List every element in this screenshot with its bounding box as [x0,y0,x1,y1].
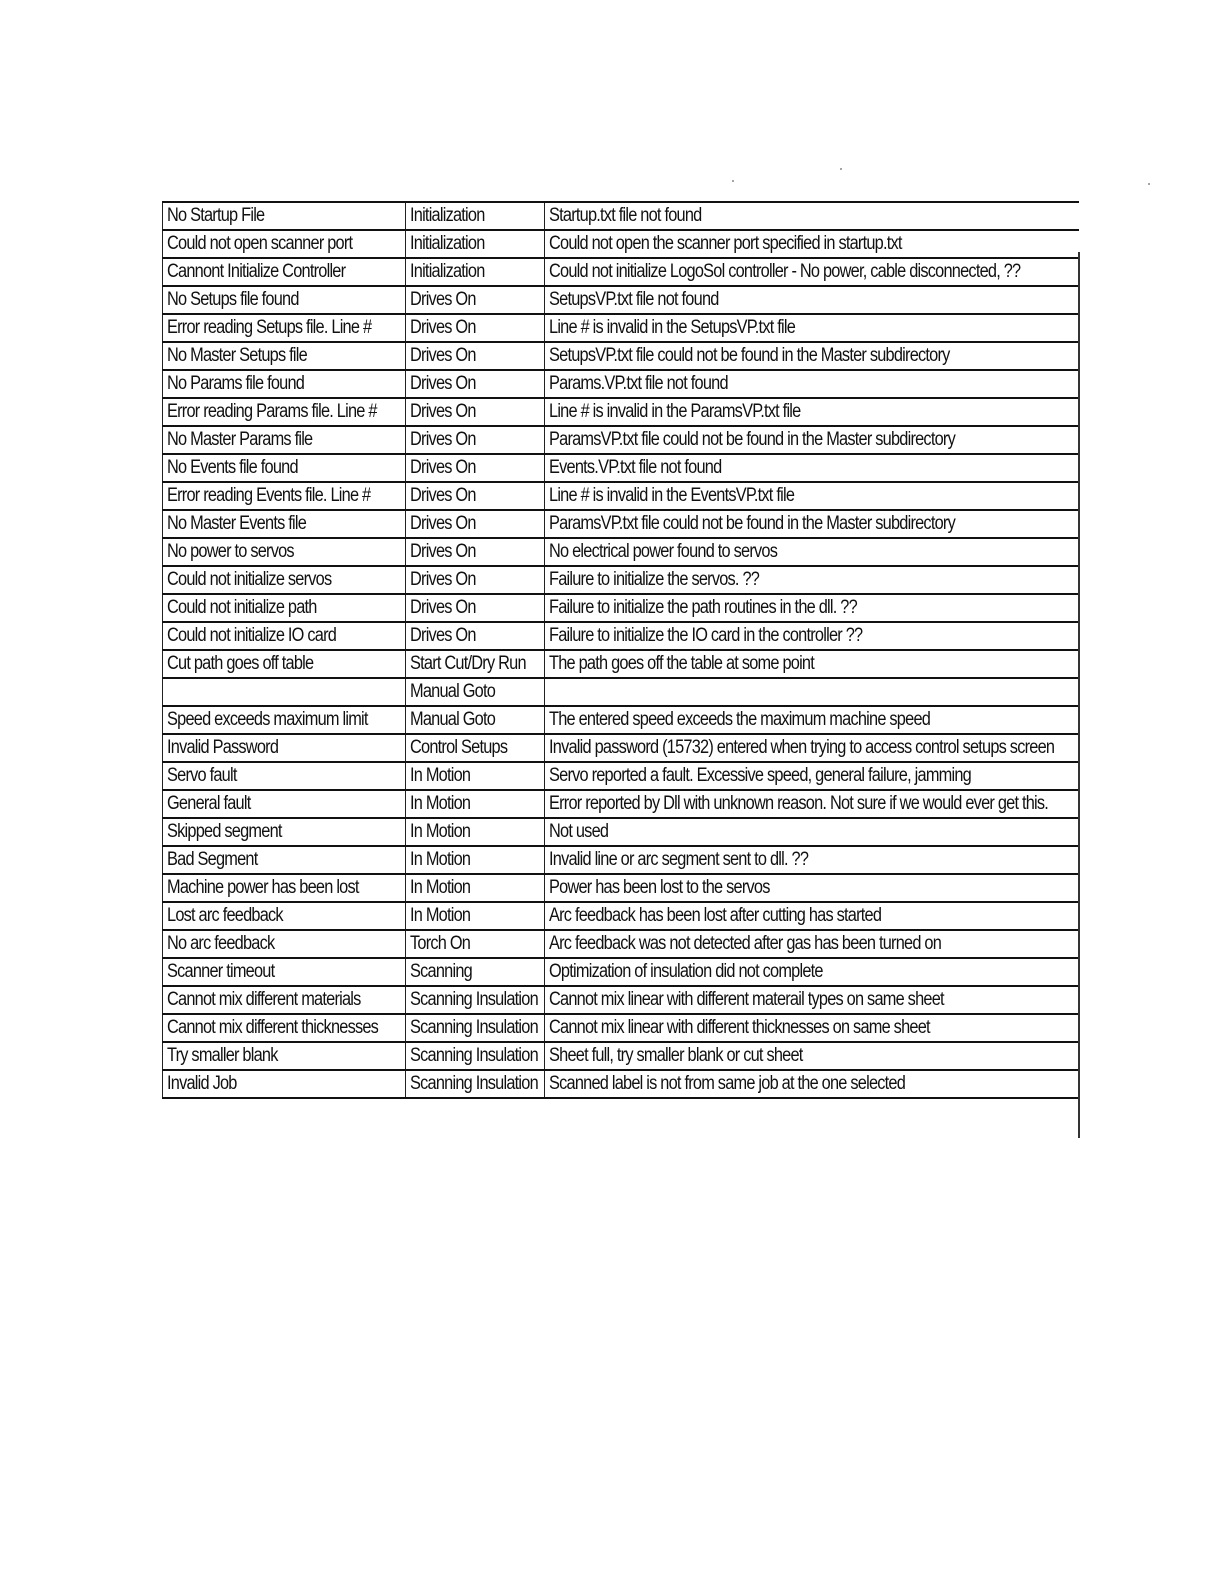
error-context-cell-text: Drives On [410,317,476,338]
table-row [163,874,1079,902]
error-description-cell [545,538,1079,566]
error-name-cell [163,846,406,874]
error-description-cell [545,370,1079,398]
error-name-cell-text: No arc feedback [167,933,275,954]
error-context-cell-text: Drives On [410,485,476,506]
table-row [163,706,1079,734]
table-row [163,454,1079,482]
error-name-cell [163,398,406,426]
error-name-cell [163,958,406,986]
table-row [163,342,1079,370]
error-name-cell [163,342,406,370]
table-row [163,734,1079,762]
error-description-cell-text: Arc feedback has been lost after cutting has started [549,905,882,926]
error-context-cell [406,594,545,622]
error-name-cell [163,510,406,538]
error-name-cell-text: Cut path goes off table [167,653,314,674]
error-description-cell-text: ParamsVP.txt file could not be found in the Master subdirectory [549,429,955,450]
error-name-cell-text: Invalid Password [167,737,279,758]
table-row [163,930,1079,958]
error-name-cell [163,622,406,650]
error-context-cell-text: Drives On [410,541,476,562]
error-name-cell [163,566,406,594]
error-context-cell [406,314,545,342]
error-context-cell [406,426,545,454]
error-description-cell [545,734,1079,762]
table-row [163,258,1079,286]
error-description-cell [545,986,1079,1014]
error-description-cell-text: SetupsVP.txt file could not be found in the Master subdirectory [549,345,950,366]
scan-speck [1148,183,1150,185]
error-description-cell-text: Events.VP.txt file not found [549,457,722,478]
error-context-cell-text: Drives On [410,513,476,534]
error-name-cell [163,1070,406,1098]
error-description-cell [545,650,1079,678]
error-name-cell-text: Error reading Events file. Line # [167,485,371,506]
error-context-cell [406,202,545,230]
error-context-cell-text: Drives On [410,373,476,394]
error-name-cell [163,230,406,258]
error-context-cell-text: Drives On [410,457,476,478]
error-context-cell-text: Drives On [410,289,476,310]
error-context-cell [406,482,545,510]
error-name-cell-text: Cannot mix different thicknesses [167,1017,379,1038]
error-context-cell-text: Drives On [410,569,476,590]
error-name-cell-text: Could not initialize path [167,597,317,618]
error-description-cell [545,958,1079,986]
error-context-cell [406,622,545,650]
error-description-cell-text: Failure to initialize the servos. ?? [549,569,760,590]
error-name-cell [163,790,406,818]
error-description-cell [545,902,1079,930]
error-name-cell-text: General fault [167,793,251,814]
error-context-cell [406,790,545,818]
error-description-cell [545,314,1079,342]
error-name-cell-text: Error reading Setups file. Line # [167,317,372,338]
error-description-cell-text: Line # is invalid in the EventsVP.txt file [549,485,795,506]
error-context-cell [406,398,545,426]
error-description-cell [545,258,1079,286]
error-name-cell-text: Try smaller blank [167,1045,278,1066]
error-description-cell-text: Line # is invalid in the SetupsVP.txt file [549,317,796,338]
table-row [163,846,1079,874]
error-description-cell-text: Sheet full, try smaller blank or cut sheet [549,1045,803,1066]
error-context-cell [406,846,545,874]
error-name-cell-text: Could not initialize IO card [167,625,337,646]
error-name-cell [163,454,406,482]
error-name-cell [163,762,406,790]
scan-speck [732,180,734,182]
table-row [163,958,1079,986]
error-description-cell [545,342,1079,370]
error-name-cell-text: Servo fault [167,765,237,786]
error-context-cell [406,650,545,678]
error-description-cell [545,1014,1079,1042]
error-context-cell-text: Control Setups [410,737,508,758]
table-row [163,510,1079,538]
error-description-cell-text: SetupsVP.txt file not found [549,289,719,310]
table-row [163,818,1079,846]
table-row [163,202,1079,230]
error-context-cell-text: Scanning [410,961,472,982]
error-context-cell-text: Drives On [410,597,476,618]
error-description-cell [545,846,1079,874]
error-name-cell-text: Cannot mix different materials [167,989,361,1010]
error-name-cell-text: No Setups file found [167,289,299,310]
error-context-cell-text: In Motion [410,877,471,898]
error-context-cell [406,930,545,958]
error-context-cell-text: Drives On [410,625,476,646]
error-name-cell-text: No Master Events file [167,513,307,534]
error-context-cell [406,1042,545,1070]
error-description-cell-text: Not used [549,821,609,842]
error-description-cell-text: Failure to initialize the IO card in the controller ?? [549,625,863,646]
error-table-body [163,202,1079,1098]
error-description-cell [545,1042,1079,1070]
error-name-cell [163,426,406,454]
error-description-cell-text: The path goes off the table at some point [549,653,815,674]
table-row [163,594,1079,622]
error-description-cell-text: Servo reported a fault. Excessive speed, general failure, jamming [549,765,971,786]
error-context-cell [406,958,545,986]
error-context-cell [406,342,545,370]
error-description-cell [545,286,1079,314]
error-description-cell-text: Invalid password (15732) entered when trying to access control setups screen [549,737,1055,758]
error-context-cell [406,510,545,538]
error-name-cell-text: No power to servos [167,541,294,562]
error-name-cell-text: No Events file found [167,457,298,478]
error-context-cell [406,986,545,1014]
table-row [163,1014,1079,1042]
error-name-cell [163,594,406,622]
error-context-cell-text: In Motion [410,821,471,842]
error-context-cell-text: Initialization [410,205,485,226]
error-context-cell [406,370,545,398]
error-description-cell [545,1070,1079,1098]
error-context-cell-text: Scanning Insulation [410,989,538,1010]
error-context-cell [406,538,545,566]
error-context-cell-text: In Motion [410,905,471,926]
error-name-cell [163,1014,406,1042]
table-row [163,678,1079,706]
error-name-cell [163,370,406,398]
error-context-cell-text: Manual Goto [410,709,496,730]
table-row [163,902,1079,930]
error-description-cell-text: Power has been lost to the servos [549,877,770,898]
table-row [163,1042,1079,1070]
error-context-cell [406,762,545,790]
error-description-cell [545,874,1079,902]
error-name-cell-text: Bad Segment [167,849,258,870]
error-name-cell [163,202,406,230]
error-description-cell [545,482,1079,510]
error-description-cell [545,930,1079,958]
error-context-cell [406,874,545,902]
table-row [163,986,1079,1014]
error-name-cell-text: Error reading Params file. Line # [167,401,377,422]
error-description-cell-text: Arc feedback was not detected after gas has been turned on [549,933,942,954]
error-description-cell [545,818,1079,846]
error-description-cell [545,566,1079,594]
error-description-cell [545,706,1079,734]
error-name-cell-text: No Master Setups file [167,345,307,366]
error-name-cell-text: Could not open scanner port [167,233,353,254]
error-description-cell-text: Scanned label is not from same job at the one selected [549,1073,906,1094]
error-description-cell-text: Could not open the scanner port specified in startup.txt [549,233,902,254]
table-row [163,538,1079,566]
error-description-cell-text: Line # is invalid in the ParamsVP.txt file [549,401,801,422]
error-context-cell-text: Scanning Insulation [410,1073,538,1094]
error-description-cell [545,202,1079,230]
error-description-cell [545,594,1079,622]
error-name-cell [163,678,406,706]
table-row [163,314,1079,342]
error-description-cell [545,622,1079,650]
error-context-cell-text: In Motion [410,765,471,786]
error-name-cell [163,874,406,902]
error-name-cell-text: Lost arc feedback [167,905,283,926]
error-description-cell-text: Invalid line or arc segment sent to dll. ?? [549,849,809,870]
table-row [163,762,1079,790]
table-row [163,622,1079,650]
error-name-cell [163,1042,406,1070]
error-message-table [162,201,1079,1099]
error-name-cell [163,930,406,958]
error-name-cell [163,650,406,678]
error-name-cell-text: No Params file found [167,373,305,394]
error-context-cell-text: Drives On [410,401,476,422]
error-context-cell-text: Initialization [410,261,485,282]
error-context-cell [406,818,545,846]
error-context-cell-text: Start Cut/Dry Run [410,653,526,674]
error-description-cell [545,510,1079,538]
error-name-cell-text: No Master Params file [167,429,313,450]
error-context-cell [406,734,545,762]
error-context-cell [406,678,545,706]
error-description-cell-text: Params.VP.txt file not found [549,373,728,394]
error-name-cell [163,286,406,314]
error-name-cell-text: No Startup File [167,205,265,226]
error-description-cell-text: Could not initialize LogoSol controller - No power, cable disconnected, ?? [549,261,1021,282]
error-name-cell [163,986,406,1014]
error-description-cell-text: Startup.txt file not found [549,205,702,226]
table-row [163,370,1079,398]
error-description-cell [545,790,1079,818]
error-name-cell-text: Machine power has been lost [167,877,359,898]
error-name-cell [163,734,406,762]
table-row [163,398,1079,426]
table-row [163,286,1079,314]
scan-speck [840,168,842,170]
error-description-cell [545,762,1079,790]
error-context-cell [406,230,545,258]
error-context-cell [406,454,545,482]
error-context-cell-text: Initialization [410,233,485,254]
error-context-cell-text: Scanning Insulation [410,1017,538,1038]
error-name-cell-text: Skipped segment [167,821,282,842]
error-context-cell [406,902,545,930]
table-right-border [1078,252,1080,1138]
error-name-cell-text: Scanner timeout [167,961,275,982]
error-name-cell [163,258,406,286]
error-context-cell-text: In Motion [410,849,471,870]
error-context-cell-text: Drives On [410,345,476,366]
error-description-cell-text: Failure to initialize the path routines in the dll. ?? [549,597,857,618]
error-name-cell-text: Invalid Job [167,1073,237,1094]
table-row [163,650,1079,678]
error-context-cell-text: Scanning Insulation [410,1045,538,1066]
error-context-cell [406,258,545,286]
error-description-cell [545,230,1079,258]
error-description-cell-text: The entered speed exceeds the maximum machine speed [549,709,931,730]
error-description-cell-text: Error reported by Dll with unknown reason. Not sure if we would ever get this. [549,793,1049,814]
error-context-cell [406,566,545,594]
error-description-cell [545,426,1079,454]
table-row [163,426,1079,454]
error-name-cell [163,818,406,846]
error-description-cell [545,454,1079,482]
error-description-cell-text: Optimization of insulation did not complete [549,961,823,982]
error-context-cell-text: Drives On [410,429,476,450]
error-context-cell-text: Torch On [410,933,471,954]
error-context-cell-text: In Motion [410,793,471,814]
error-context-cell [406,706,545,734]
table-row [163,1070,1079,1098]
error-context-cell [406,1070,545,1098]
error-description-cell-text: Cannot mix linear with different thicknesses on same sheet [549,1017,930,1038]
error-name-cell [163,902,406,930]
error-context-cell [406,1014,545,1042]
table-row [163,230,1079,258]
error-name-cell-text: Cannont Initialize Controller [167,261,346,282]
error-context-cell-text: Manual Goto [410,681,496,702]
error-name-cell-text: Speed exceeds maximum limit [167,709,368,730]
error-description-cell-text: Cannot mix linear with different materail types on same sheet [549,989,944,1010]
error-description-cell [545,398,1079,426]
error-name-cell [163,482,406,510]
error-context-cell [406,286,545,314]
table-row [163,566,1079,594]
table-row [163,482,1079,510]
error-description-cell-text: ParamsVP.txt file could not be found in the Master subdirectory [549,513,955,534]
error-name-cell [163,706,406,734]
error-name-cell [163,538,406,566]
table-row [163,790,1079,818]
error-name-cell [163,314,406,342]
error-description-cell-text: No electrical power found to servos [549,541,778,562]
error-description-cell [545,678,1079,706]
error-name-cell-text: Could not initialize servos [167,569,332,590]
